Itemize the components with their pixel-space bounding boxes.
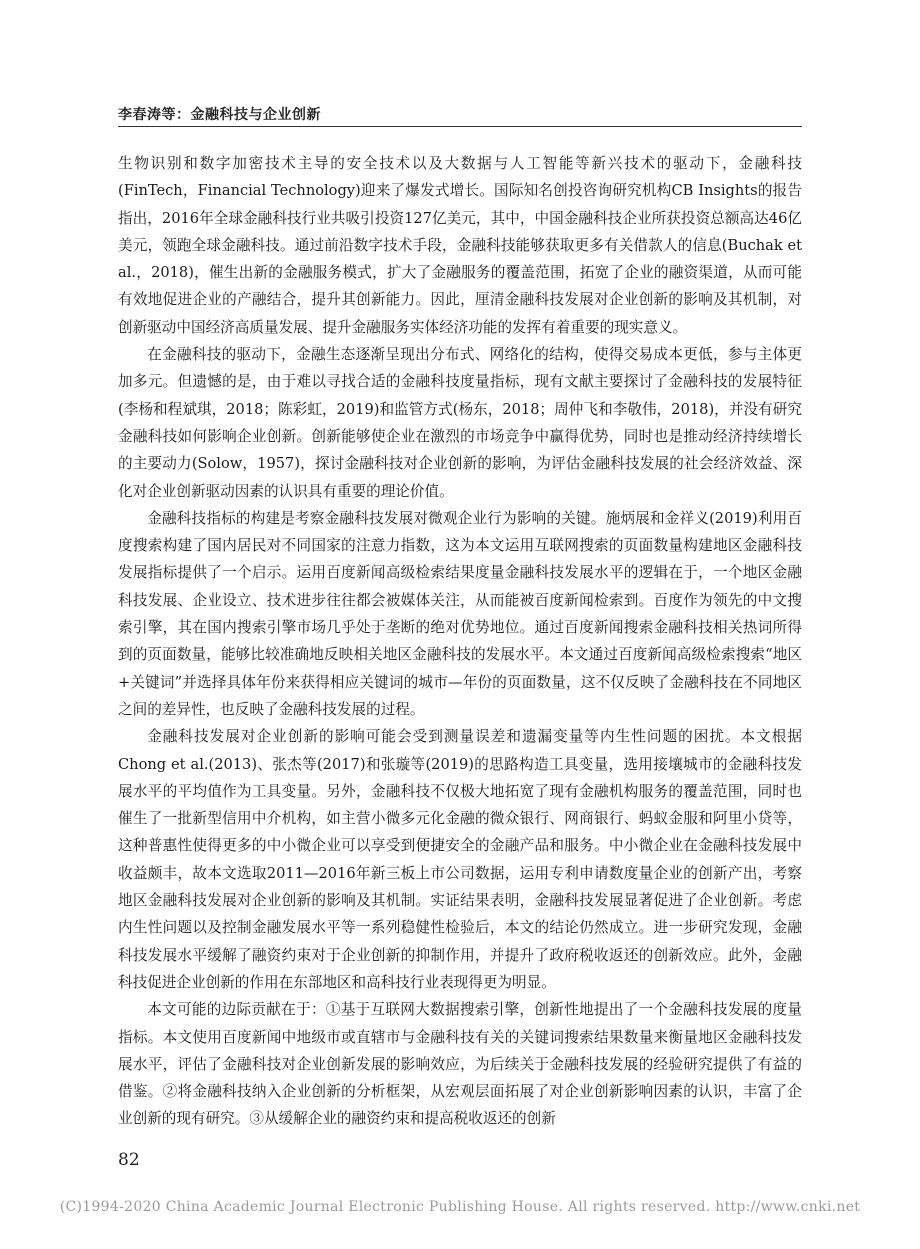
running-head: 李春涛等：金融科技与企业创新	[118, 107, 321, 123]
article-body	[118, 150, 802, 1133]
header-rule	[118, 126, 802, 127]
paragraph: 金融科技发展对企业创新的影响可能会受到测量误差和遗漏变量等内生性问题的困扰。本文根据Chong et al.(2013)、张杰等(2017)和张璇等(2019)的思路构造工具变量，选用接壤城市的金融科技发展水平的平均值作为工具变量。另外，金融科技不仅极大地拓宽了现有金融机构服务的覆盖范围，同时也催生了一批新型信用中介机构，如主营小微多元化金融的微众银行、网商银行、蚂蚁金服和阿里小贷等，这种普惠性使得更多的中小微企业可以享受到便捷安全的金融产品和服务。中小微企业在金融科技发展中收益颇丰，故本文选取2011—2016年新三板上市公司数据，运用专利申请数度量企业的创新产出，考察地区金融科技发展对企业创新的影响及其机制。实证结果表明，金融科技发展显著促进了企业创新。考虑内生性问题以及控制金融发展水平等一系列稳健性检验后，本文的结论仍然成立。进一步研究发现，金融科技发展水平缓解了融资约束对于企业创新的抑制作用，并提升了政府税收返还的创新效应。此外，金融科技促进企业创新的作用在东部地区和高科技行业表现得更为明显。	[118, 728, 802, 991]
paragraph: 金融科技指标的构建是考察金融科技发展对微观企业行为影响的关键。施炳展和金祥义(2019)利用百度搜索构建了国内居民对不同国家的注意力指数，这为本文运用互联网搜索的页面数量构建地区金融科技发展指标提供了一个启示。运用百度新闻高级检索结果度量金融科技发展水平的逻辑在于，一个地区金融科技发展、企业设立、技术进步往往都会被媒体关注，从而能被百度新闻检索到。百度作为领先的中文搜索引擎，其在国内搜索引擎市场几乎处于垄断的绝对优势地位。通过百度新闻搜索金融科技相关热词所得到的页面数量，能够比较准确地反映相关地区金融科技的发展水平。本文通过百度新闻高级检索搜索“地区+关键词”并选择具体年份来获得相应关键词的城市—年份的页面数量，这不仅反映了金融科技在不同地区之间的差异性，也反映了金融科技发展的过程。	[118, 509, 802, 718]
page-number: 82	[118, 1150, 140, 1170]
paragraph: 本文可能的边际贡献在于：①基于互联网大数据搜索引擎，创新性地提出了一个金融科技发展的度量指标。本文使用百度新闻中地级市或直辖市与金融科技有关的关键词搜索结果数量来衡量地区金融科技发展水平，评估了金融科技对企业创新发展的影响效应，为后续关于金融科技发展的经验研究提供了有益的借鉴。②将金融科技纳入企业创新的分析框架，从宏观层面拓展了对企业创新影响因素的认识，丰富了企业创新的现有研究。③从缓解企业的融资约束和提高税收返还的创新	[118, 1001, 802, 1128]
copyright-watermark: (C)1994-2020 China Academic Journal Electronic Publishing House. All rights reserved. http://www.cnki.net	[59, 1199, 861, 1215]
paragraph: 在金融科技的驱动下，金融生态逐渐呈现出分布式、网络化的结构，使得交易成本更低，参与主体更加多元。但遗憾的是，由于难以寻找合适的金融科技度量指标，现有文献主要探讨了金融科技的发展特征(李杨和程斌琪，2018；陈彩虹，2019)和监管方式(杨东，2018；周仲飞和李敬伟，2018)，并没有研究金融科技如何影响企业创新。创新能够使企业在激烈的市场竞争中赢得优势，同时也是推动经济持续增长的主要动力(Solow，1957)，探讨金融科技对企业创新的影响，为评估金融科技发展的社会经济效益、深化对企业创新驱动因素的认识具有重要的理论价值。	[118, 346, 802, 500]
paragraph: 生物识别和数字加密技术主导的安全技术以及大数据与人工智能等新兴技术的驱动下，金融科技(FinTech，Financial Technology)迎来了爆发式增长。国际知名创投咨询研究机构CB Insights的报告指出，2016年全球金融科技行业共吸引投资127亿美元，其中，中国金融科技企业所获投资总额高达46亿美元，领跑全球金融科技。通过前沿数字技术手段，金融科技能够获取更多有关借款人的信息(Buchak et al.，2018)，催生出新的金融服务模式，扩大了金融服务的覆盖范围，拓宽了企业的融资渠道，从而可能有效地促进企业的产融结合，提升其创新能力。因此，厘清金融科技发展对企业创新的影响及其机制，对创新驱动中国经济高质量发展、提升金融服务实体经济功能的发挥有着重要的现实意义。	[118, 155, 802, 336]
